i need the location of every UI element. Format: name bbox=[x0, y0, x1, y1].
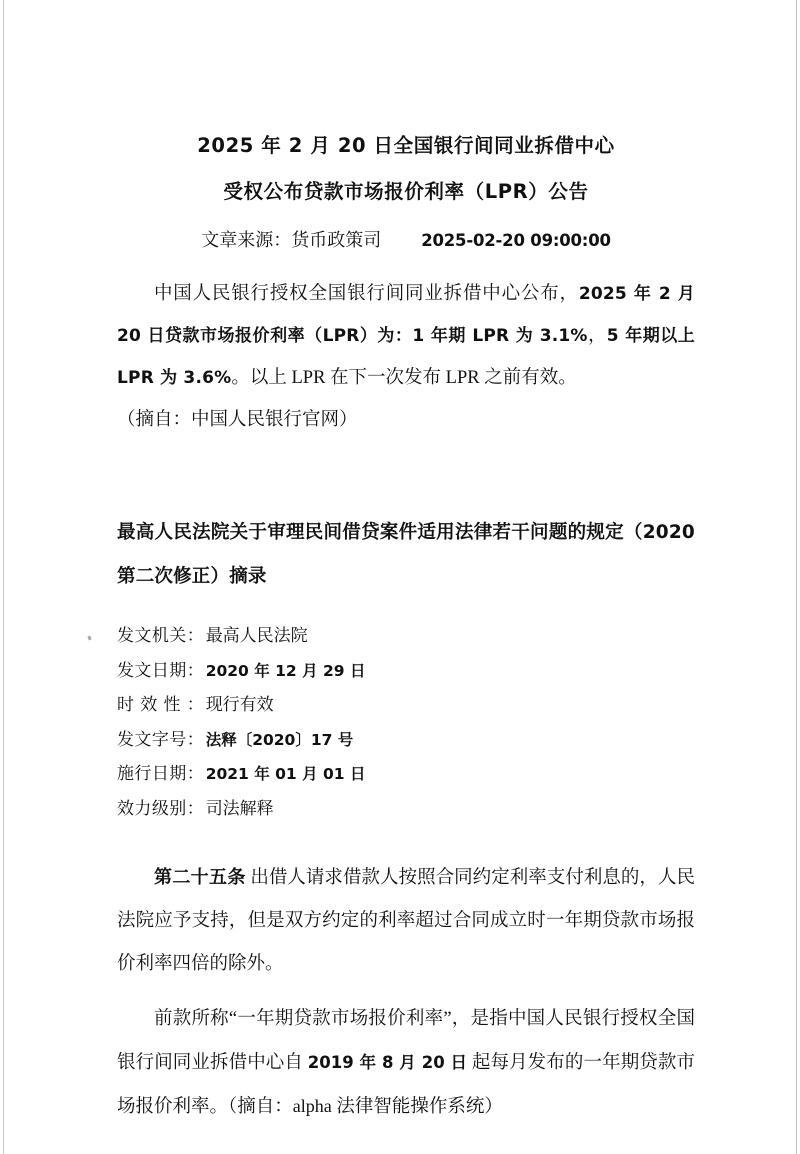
regulation-article-block bbox=[117, 856, 695, 1129]
announcement-source-label: 文章来源：货币政策司 bbox=[201, 230, 382, 250]
article-number-label: 第二十五条 bbox=[154, 867, 246, 888]
article-25-paragraph-2-part-1: 前款所称“一年期贷款市场报价利率”，是指中国人民银行授权全国银行间同业拆借中心自 bbox=[117, 1009, 695, 1073]
alpha-system-name: alpha bbox=[292, 1096, 332, 1116]
announcement-rate-highlight-2: 5 年期以上 LPR 为 3.6% bbox=[117, 326, 695, 388]
metadata-row bbox=[117, 792, 695, 827]
article-25-text: 出借人请求借款人按照合同约定利率支付利息的，人民法院应予支持，但是双方约定的利率超过合同成立时一年期贷款市场报价利率四倍的除外。 bbox=[117, 868, 695, 974]
metadata-label: 发文机关 ： bbox=[117, 619, 204, 654]
article-25-paragraph-2-part-3: 法律智能操作系统） bbox=[331, 1097, 503, 1117]
metadata-label: 时效性 ： bbox=[117, 688, 204, 723]
announcement-separator: ， bbox=[587, 326, 607, 346]
announcement-title-line-2: 受权公布贷款市场报价利率（LPR）公告 bbox=[223, 180, 589, 203]
metadata-value: 2021 年 01 月 01 日 bbox=[205, 765, 366, 783]
metadata-value: 2020 年 12 月 29 日 bbox=[205, 661, 366, 680]
regulation-metadata-block bbox=[117, 619, 695, 826]
metadata-value: 现行有效 bbox=[205, 695, 274, 714]
article-25-paragraph-2 bbox=[117, 998, 695, 1129]
article-25-paragraph-2-part-2: 起每月发布的一年期贷款市场报价利率。（摘自： bbox=[117, 1053, 695, 1117]
announcement-title-line-1: 2025 年 2 月 20 日全国银行间同业拆借中心 bbox=[197, 134, 615, 157]
metadata-value: 司法解释 bbox=[205, 798, 274, 818]
metadata-row bbox=[117, 654, 695, 689]
metadata-label: 效力级别 ： bbox=[117, 792, 204, 827]
metadata-row bbox=[117, 757, 695, 792]
document-page bbox=[117, 0, 695, 1129]
metadata-label: 发文日期 ： bbox=[117, 654, 204, 689]
metadata-value: 法释〔2020〕17 号 bbox=[205, 730, 354, 749]
metadata-label: 发文字号 ： bbox=[117, 723, 204, 758]
metadata-value: 最高人民法院 bbox=[205, 626, 308, 645]
announcement-rate-highlight-1: 2025 年 2 月 20 日贷款市场报价利率（LPR）为：1 年期 LPR 为 3.1% bbox=[117, 284, 695, 346]
announcement-body-paragraph bbox=[117, 273, 695, 399]
metadata-row bbox=[117, 723, 695, 758]
regulation-heading: 最高人民法院关于审理民间借贷案件适用法律若干问题的规定（2020 第二次修正）摘录 bbox=[117, 522, 695, 587]
scan-frame-left-edge bbox=[3, 0, 4, 1154]
metadata-label: 施行日期 ： bbox=[117, 757, 204, 792]
metadata-row bbox=[117, 619, 695, 654]
lpr-start-date: 2019 年 8 月 20 日 bbox=[307, 1053, 468, 1072]
metadata-row bbox=[117, 688, 695, 723]
announcement-citation: （摘自：中国人民银行官网） bbox=[117, 410, 358, 430]
announcement-publish-timestamp: 2025-02-20 09:00:00 bbox=[421, 231, 611, 250]
announcement-tail-text: 。以上 LPR 在下一次发布 LPR 之前有效。 bbox=[231, 368, 577, 388]
article-25-paragraph bbox=[117, 856, 695, 986]
scan-frame-right-edge bbox=[796, 0, 797, 1154]
announcement-lead-text: 中国人民银行授权全国银行间同业拆借中心公布， bbox=[154, 284, 579, 304]
announcement-source-row bbox=[117, 220, 695, 261]
scan-artifact-speck bbox=[87, 636, 91, 641]
